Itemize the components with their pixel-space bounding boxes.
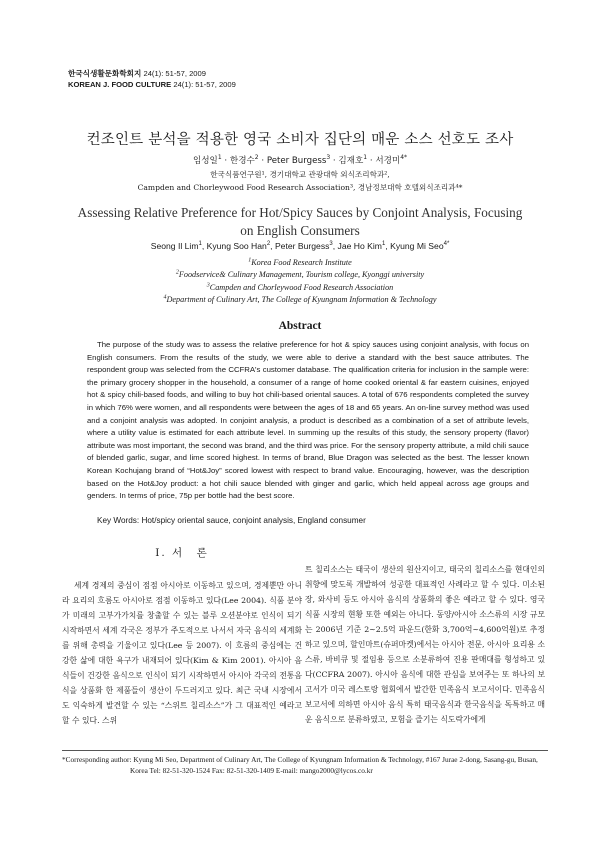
author-affiliation-mark: 1 (217, 154, 222, 162)
body-column-left: 세계 경제의 중심이 점점 아시아로 이동하고 있으며, 경제뿐만 아니라 요리의 흐름도 아시아로 점점 이동하고 있다(Lee 2004). 식품 분야가 미래의 고부가가치를 창출할 수 있는 블루 오션분야로 인식이 되기 시작하면서 세계 각국은 정부가 주도적으로 나서서 자국 음식의 세계화를 위해 총력을 기울이고 있다(Lee 등 2007). 이 흐름의 중심에는 건강한 삶에 대한 욕구가 내재되어 있다(Kim & Kim 2001). 아시아 음식들이 건강한 음식으로 인식이 되기 시작하면서 아시아 각국의 전통음식을 상품화 한 제품들이 생산이 두드러지고 있다. 최근 국내 시장에서도 익숙하게 발견할 수 있는 “스위트 칠리소스”가 그 대표적인 예라고 할 수 있다. 스위 (62, 581, 302, 725)
affiliation-text: Department of Culinary Art, The College of Kyungnam Information & Technology (166, 295, 437, 305)
author-affiliation-mark: 4* (443, 241, 450, 248)
keywords-label: Key Words: (97, 516, 140, 525)
journal-line-ko (68, 68, 236, 79)
author-name: Seong Il Lim (150, 241, 199, 251)
footnote-line: *Corresponding author: Kyung Mi Seo, Department of Culinary Art, The College of Kyungnam Information & Technology, #167 Jurae 2-dong, Sasang-gu, Busan, (62, 755, 538, 764)
journal-name-en: KOREAN J. FOOD CULTURE (68, 80, 172, 89)
journal-ref-ko: 24(1): 51-57, 2009 (143, 69, 206, 78)
affiliation-text: Korea Food Research Institute (251, 258, 352, 267)
author-affiliation-mark: 2 (266, 241, 271, 248)
author-affiliation-mark: 4* (400, 154, 408, 162)
author-affiliation-mark: 3 (326, 154, 331, 162)
author-name: Peter Burgess (266, 156, 327, 166)
affiliation-line (0, 282, 600, 294)
author-affiliation-mark: 1 (363, 154, 368, 162)
author-affiliation-mark: 1 (198, 241, 202, 248)
affiliation-text: Foodservice& Culinary Management, Tourism college, Kyonggi university (178, 270, 425, 280)
footnote-divider (62, 750, 548, 751)
body-column-right: 트 칠리소스는 태국이 생산의 원산지이고, 태국의 칠리소스를 현대인의 취향에 맞도록 개발하여 성공한 대표적인 사례라고 할 수 있다. 미소된장, 와사비 등도 아시아 음식의 상품화의 좋은 예라고 할 수 있다. 영국 식품 시장의 현황 또한 예외는 아니다. 동양/아시아 소스류의 시장 규모는 2006년 기준 2~2.5억 파운드(한화 3,700억~4,600억원)로 추정하고 있으며, 할인마트(슈퍼마켓)에서는 아시아 전문, 아시아 요리용 소스류, 바비큐 및 절임용 등으로 소분류하여 진용 판매대를 형성하고 있다(CCFRA 2007). 아시아 음식에 대한 관심을 보여주는 또 하나의 보고서가 미국 레스토랑 협회에서 발간한 민족음식 보고서이다. 민족음식 보고서에 의하면 아시아 음식 특히 태국음식과 한국음식을 독특하고 매운 음식으로 분류하였고, 모험을 즐기는 식도락가에게 (305, 565, 545, 724)
affiliation-line: Campden and Chorleywood Food Research Association³, 경남정보대학 호텔외식조리과⁴* (137, 183, 463, 192)
author-list-korean: 임성일$^1$ · 한경수$^2$ · Peter Burgess$^3$ · 김재호$^1$ · 서경미$^{4*}$ (192, 154, 408, 166)
affiliation-line (0, 269, 600, 281)
affiliation-line (0, 294, 600, 306)
author-name: 김재호 (338, 156, 364, 166)
author-list-english: Seong Il Lim$^1$, Kyung Soo Han$^2$, Peter Burgess$^3$, Jae Ho Kim$^1$, Kyung Mi Seo$^{4*}$ (150, 241, 450, 251)
affiliation-line: 한국식품연구원¹, 경기대학교 관광대학 외식조리학과², (210, 170, 390, 179)
journal-ref-en: 24(1): 51-57, 2009 (173, 80, 236, 89)
author-affiliation-mark: 2 (254, 154, 259, 162)
journal-name-ko: 한국식생활문화학회지 (68, 69, 142, 78)
abstract-body: The purpose of the study was to assess the relative preference for hot & spicy sauces using conjoint analysis, with focus on English consumers. From the results of the study, we were able to derive a standard with the best sauce attributes. The respondent group was selected from the CCFRA's customer database. The qualification criteria for inclusion in the sample were: the primary grocery shopper in the household, a consumer of a range of home cooked oriental & far eastern cuisines, enjoyed hot & spicy chili-based foods, and willing to buy hot chili-based oriental sauces. A total of 676 respondents completed the survey in which 76% were women, and all respondents were between the ages of 18 and 65 years. An on-line survey method was used and a conjoint analysis was adopted. In conjoint analysis, a product is described as a combination of a set of attribute levels, where a utility value is estimated for each attribute level. In summing up the results of this study, the sensory property (flavor) attribute was most important, the second was brand, and the third was price. For the sensory property attribute, a mild chili sauce of blended garlic, sugar, and lime scored highest. In terms of brand, Blue Dragon was selected as the best. The lesser known Korean Kochujang brand of “Hot&Joy” scored lowest with respect to brand value. Encouraging, however, was the description based on the Hot&Joy product: a hot chili sauce blended with ginger and garlic, which held appeal across age groups and genders. In terms of price, 75p per bottle had the best score. (87, 340, 529, 501)
affiliation-mark: 3 (206, 282, 210, 289)
keywords-text: Hot/spicy oriental sauce, conjoint analysis, England consumer (141, 516, 366, 525)
author-name: 서경미 (375, 156, 401, 166)
section-heading-introduction: I. 서 론 (155, 547, 209, 559)
author-name: Peter Burgess (274, 241, 330, 251)
affiliation-mark: 1 (248, 257, 252, 264)
affiliations-english (0, 257, 600, 307)
author-name: Kyung Mi Seo (390, 241, 444, 251)
corresponding-author-footnote (62, 755, 548, 776)
abstract-heading: Abstract (278, 320, 322, 332)
paper-title-korean: 컨조인트 분석을 적용한 영국 소비자 집단의 매운 소스 선호도 조사 (86, 132, 514, 148)
journal-line-en (68, 79, 236, 90)
author-name: Kyung Soo Han (206, 241, 267, 251)
author-name: Jae Ho Kim (337, 241, 382, 251)
journal-header (68, 68, 236, 90)
author-name: 한경수 (229, 156, 255, 166)
paper-title-english: Assessing Relative Preference for Hot/Spicy Sauces by Conjoint Analysis, Focusing on English Consumers (77, 205, 523, 238)
author-affiliation-mark: 3 (329, 241, 333, 248)
author-affiliation-mark: 1 (381, 241, 386, 248)
affiliation-line (0, 257, 600, 269)
affiliations-korean (0, 168, 600, 194)
affiliation-text: Campden and Chorleywood Food Research Association (209, 282, 394, 292)
affiliation-mark: 2 (175, 269, 179, 276)
affiliation-mark: 4 (163, 294, 167, 301)
footnote-line: Korea Tel: 82-51-320-1524 Fax: 82-51-320-1409 E-mail: mango2000@lycos.co.kr (130, 765, 373, 775)
keywords (97, 516, 366, 525)
author-name: 임성일 (192, 156, 218, 166)
